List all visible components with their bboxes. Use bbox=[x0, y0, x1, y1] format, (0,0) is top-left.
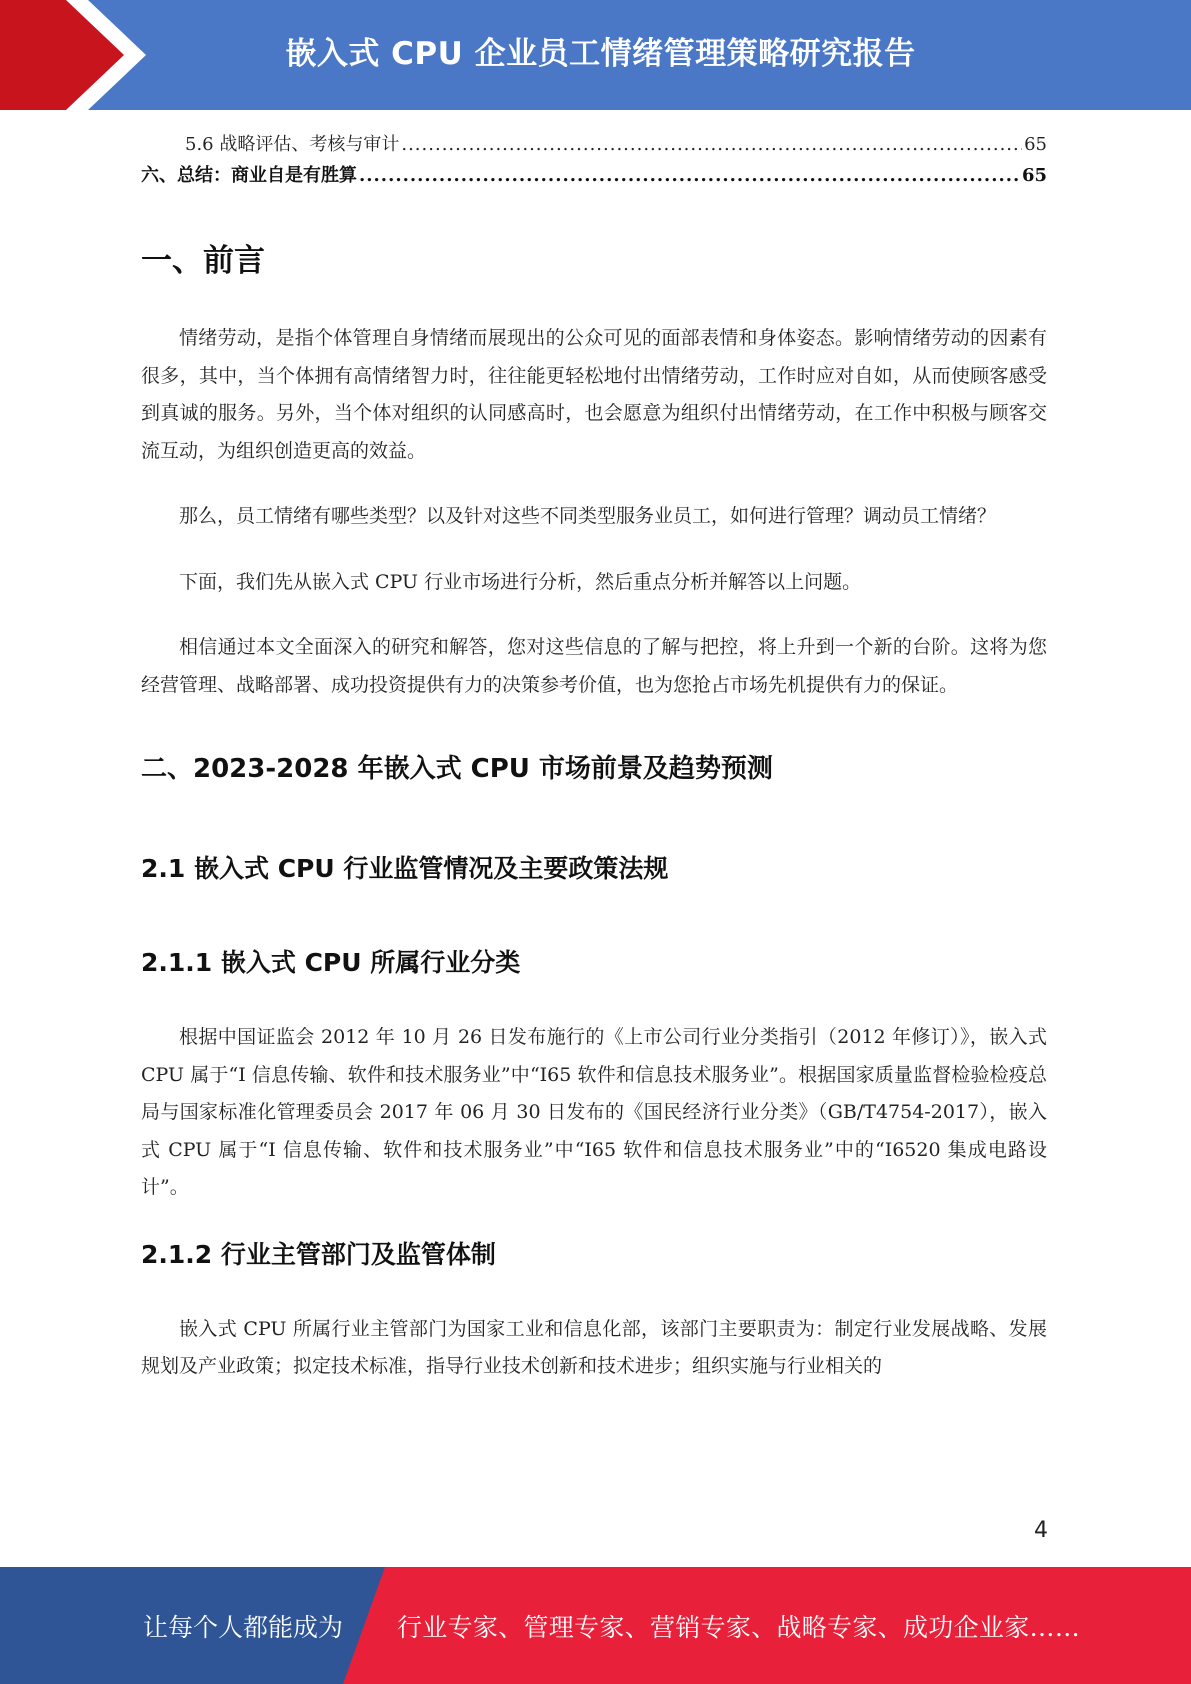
toc-entry-label: 六、总结：商业自是有胜算 bbox=[141, 165, 357, 186]
preface-paragraph: 相信通过本文全面深入的研究和解答，您对这些信息的了解与把控，将上升到一个新的台阶。这将为您经营管理、战略部署、成功投资提供有力的决策参考价值，也为您抢占市场先机提供有力的保证。 bbox=[141, 636, 1047, 696]
page-footer bbox=[0, 1567, 1191, 1684]
toc-leader-dots bbox=[401, 134, 1022, 155]
toc-entry-page: 65 bbox=[1021, 165, 1047, 186]
subsection-heading-2-1-1: 2.1.1 嵌入式 CPU 所属行业分类 bbox=[141, 948, 521, 977]
industry-classification-paragraph: 根据中国证监会 2012 年 10 月 26 日发布施行的《上市公司行业分类指引（2012 年修订）》，嵌入式 CPU 属于“I 信息传输、软件和技术服务业”中“I65 软件和信息技术服务业”。根据国家质量监督检验检疫总局与国家标准化管理委员会 2017 年 06 月 30 日发布的《国民经济行业分类》（GB/T4754-2017），嵌入式 CPU 属于“I 信息传输、软件和技术服务业”中“I65 软件和信息技术服务业”中的“I6520 集成电路设计”。 bbox=[141, 1026, 1047, 1198]
section-heading-market: 二、2023-2028 年嵌入式 CPU 市场前景及趋势预测 bbox=[141, 754, 773, 784]
toc-entry-label: 5.6 战略评估、考核与审计 bbox=[185, 134, 400, 155]
report-title: 嵌入式 CPU 企业员工情绪管理策略研究报告 bbox=[285, 35, 916, 72]
toc-entry[interactable] bbox=[141, 130, 1047, 161]
regulatory-paragraph: 嵌入式 CPU 所属行业主管部门为国家工业和信息化部，该部门主要职责为：制定行业发展战略、发展规划及产业政策；拟定技术标准，指导行业技术创新和技术进步；组织实施与行业相关的 bbox=[141, 1317, 1047, 1377]
preface-paragraph: 下面，我们先从嵌入式 CPU 行业市场进行分析，然后重点分析并解答以上问题。 bbox=[179, 570, 862, 593]
footer-slogan-left: 让每个人都能成为 bbox=[143, 1612, 344, 1642]
toc-entry[interactable] bbox=[141, 161, 1047, 192]
preface-paragraph: 情绪劳动，是指个体管理自身情绪而展现出的公众可见的面部表情和身体姿态。影响情绪劳动的因素有很多，其中，当个体拥有高情绪智力时，往往能更轻松地付出情绪劳动，工作时应对自如，从而使顾客感受到真诚的服务。另外，当个体对组织的认同感高时，也会愿意为组织付出情绪劳动，在工作中积极与顾客交流互动，为组织创造更高的效益。 bbox=[141, 327, 1047, 462]
toc-entry-page: 65 bbox=[1024, 134, 1047, 155]
section-heading-preface: 一、前言 bbox=[141, 243, 265, 279]
subsection-heading-2-1-2: 2.1.2 行业主管部门及监管体制 bbox=[141, 1239, 496, 1269]
toc-leader-dots bbox=[359, 165, 1020, 186]
page-number: 4 bbox=[1034, 1518, 1048, 1543]
page-header bbox=[0, 0, 1191, 110]
document-body bbox=[141, 230, 1047, 1386]
table-of-contents bbox=[141, 130, 1047, 192]
subsection-heading-2-1: 2.1 嵌入式 CPU 行业监管情况及主要政策法规 bbox=[141, 854, 669, 883]
footer-slogan-right: 行业专家、管理专家、营销专家、战略专家、成功企业家…… bbox=[397, 1612, 1081, 1642]
preface-paragraph: 那么，员工情绪有哪些类型？以及针对这些不同类型服务业员工，如何进行管理？调动员工情绪？ bbox=[179, 505, 997, 527]
